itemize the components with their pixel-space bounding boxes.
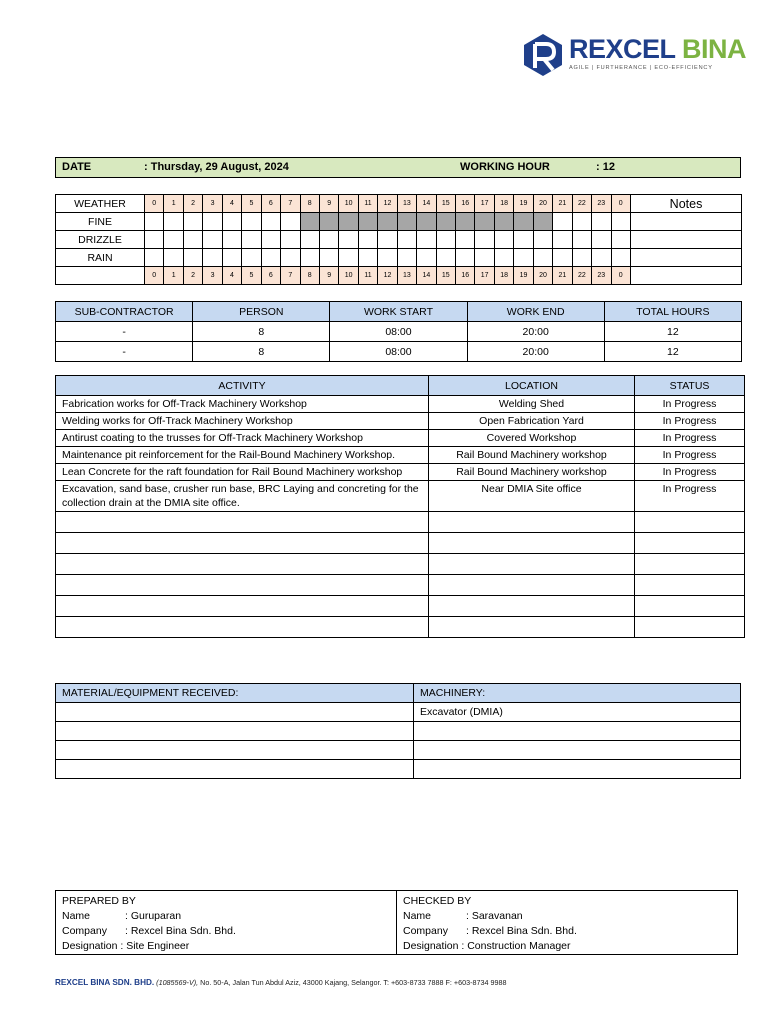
activity-table [55,375,745,638]
weather-cell [281,249,300,267]
hour-cell: 11 [358,195,377,213]
notes-cell [631,267,742,285]
prepared-name-label: Name [62,910,91,922]
empty-table-row [56,575,745,596]
weather-cell [300,249,319,267]
weather-cell [319,231,338,249]
weather-cell [222,231,241,249]
subcontractor-cell: 08:00 [330,342,467,362]
rexcel-logo-icon [520,32,566,78]
hour-cell: 19 [514,195,533,213]
empty-cell [429,596,635,617]
subcontractor-column-header: WORK END [467,302,604,322]
material-machinery-table [55,683,741,779]
machinery-cell [414,760,741,779]
weather-cell [397,213,416,231]
hour-cell: 18 [494,195,513,213]
weather-cell [456,231,475,249]
hour-cell: 0 [611,195,631,213]
weather-cell [145,231,164,249]
hour-cell: 16 [456,267,475,285]
subcontractor-cell: 20:00 [467,322,604,342]
weather-cell [358,249,377,267]
table-row [56,413,745,430]
subcontractor-cell: - [56,342,193,362]
location-cell: Rail Bound Machinery workshop [429,464,635,481]
weather-cell [261,249,280,267]
weather-cell [436,213,455,231]
weather-cell [145,213,164,231]
weather-cell [494,231,513,249]
empty-cell [429,533,635,554]
date-value: : Thursday, 29 August, 2024 [144,161,289,173]
activity-column-header: LOCATION [429,376,635,396]
hour-cell: 2 [183,195,202,213]
hour-cell: 21 [553,195,572,213]
weather-cell [475,249,494,267]
subcontractor-column-header: PERSON [193,302,330,322]
hour-cell: 23 [592,267,611,285]
subcontractor-cell: 08:00 [330,322,467,342]
weather-cell [456,249,475,267]
empty-cell [635,533,745,554]
empty-cell [635,617,745,638]
weather-cell [164,249,183,267]
weather-hours-footer-row [56,267,742,285]
weather-cell [378,249,397,267]
checked-name-label: Name [403,910,432,922]
weather-cell [611,249,631,267]
weather-cell [203,231,222,249]
weather-cell [533,213,552,231]
hour-cell: 15 [436,195,455,213]
hour-cell: 22 [572,195,591,213]
location-cell: Rail Bound Machinery workshop [429,447,635,464]
activity-cell: Antirust coating to the trusses for Off-Track Machinery Workshop [56,430,429,447]
weather-cell [514,213,533,231]
hour-cell: 9 [319,267,338,285]
empty-table-row [56,554,745,575]
hour-cell: 7 [281,195,300,213]
prepared-by-title: PREPARED BY [62,895,136,907]
empty-cell [56,512,429,533]
weather-cell [475,231,494,249]
weather-cell [553,213,572,231]
weather-cell [203,213,222,231]
weather-cell [494,213,513,231]
weather-cell [378,213,397,231]
table-row [56,722,741,741]
weather-row [56,249,742,267]
weather-cell [242,213,261,231]
weather-cell [572,213,591,231]
hour-cell: 20 [533,195,552,213]
activity-cell: Excavation, sand base, crusher run base, BRC Laying and concreting for the collection drain at the DMIA site office. [56,481,429,512]
footer-address: No. 50-A, Jalan Tun Abdul Aziz, 43000 Kajang, Selangor. T: +603-8733 7888 F: +603-8734 9988 [200,978,507,987]
date-label: DATE [62,161,92,173]
checked-company-label: Company [403,925,448,937]
hour-cell: 2 [183,267,202,285]
checked-name: : Saravanan [466,910,523,922]
empty-cell [635,512,745,533]
table-row [56,760,741,779]
weather-cell [397,249,416,267]
signoff-divider [396,891,397,954]
weather-cell [164,231,183,249]
hour-cell: 7 [281,267,300,285]
subcontractor-cell: 12 [604,342,741,362]
status-cell: In Progress [635,413,745,430]
subcontractor-table [55,301,742,362]
weather-cell [319,213,338,231]
weather-cell [358,231,377,249]
hour-cell: 13 [397,195,416,213]
empty-cell [429,617,635,638]
weather-row [56,231,742,249]
logo-brand-part2: BINA [682,34,747,64]
checked-designation-label: Designation [403,940,459,952]
subcontractor-cell: 8 [193,322,330,342]
hour-cell: 5 [242,267,261,285]
weather-cell [417,213,436,231]
table-row [56,464,745,481]
footer-registration: (1085569-V), [156,978,199,987]
weather-cell [475,213,494,231]
prepared-company-label: Company [62,925,107,937]
prepared-designation-label: Designation [62,940,118,952]
weather-cell [358,213,377,231]
weather-cell [300,213,319,231]
hour-cell: 19 [514,267,533,285]
hour-cell: 18 [494,267,513,285]
weather-cell [281,213,300,231]
hour-cell: 15 [436,267,455,285]
empty-cell [56,575,429,596]
weather-cell [145,249,164,267]
page-footer [55,978,506,987]
notes-label: Notes [631,195,742,213]
weather-cell [533,249,552,267]
subcontractor-column-header: TOTAL HOURS [604,302,741,322]
logo-tagline: AGILE | FURTHERANCE | ECO-EFFICIENCY [569,65,713,71]
machinery-cell: Excavator (DMIA) [414,703,741,722]
hour-cell: 3 [203,195,222,213]
hour-cell: 8 [300,195,319,213]
weather-grid [55,194,742,285]
weather-cell [456,213,475,231]
checked-company: : Rexcel Bina Sdn. Bhd. [466,925,577,937]
weather-cell [183,231,202,249]
hour-cell: 17 [475,267,494,285]
weather-cell [514,249,533,267]
weather-cell [261,231,280,249]
weather-cell [553,249,572,267]
weather-cell [339,249,358,267]
weather-cell [339,231,358,249]
material-cell [56,722,414,741]
weather-cell [397,231,416,249]
table-row [56,322,742,342]
hour-cell: 1 [164,195,183,213]
hour-cell: 6 [261,195,280,213]
notes-cell [631,231,742,249]
hour-cell: 0 [611,267,631,285]
table-row [56,741,741,760]
hour-cell: 23 [592,195,611,213]
weather-cell [222,213,241,231]
weather-cell [592,231,611,249]
material-cell [56,760,414,779]
hour-cell: 20 [533,267,552,285]
activity-cell: Fabrication works for Off-Track Machinery Workshop [56,396,429,413]
weather-cell [281,231,300,249]
weather-cell [203,249,222,267]
weather-cell [494,249,513,267]
hour-cell: 21 [553,267,572,285]
logo-brand-part1: REXCEL [569,34,676,64]
hour-cell: 8 [300,267,319,285]
weather-cell [553,231,572,249]
logo-brand-text [569,34,746,65]
hour-cell: 10 [339,267,358,285]
weather-cell [592,249,611,267]
weather-cell [611,213,631,231]
status-cell: In Progress [635,481,745,512]
weather-cell [222,249,241,267]
hour-cell: 12 [378,267,397,285]
weather-cell [417,231,436,249]
hour-cell: 4 [222,195,241,213]
hour-cell: 0 [145,267,164,285]
weather-condition-label: FINE [56,213,145,231]
empty-cell [635,554,745,575]
date-bar [55,157,741,178]
empty-cell [56,617,429,638]
activity-column-header: STATUS [635,376,745,396]
weather-condition-label: RAIN [56,249,145,267]
empty-cell [56,533,429,554]
status-cell: In Progress [635,396,745,413]
hour-cell: 5 [242,195,261,213]
material-cell [56,741,414,760]
empty-cell [635,575,745,596]
checked-designation: : Construction Manager [461,940,571,952]
weather-cell [242,249,261,267]
weather-cell [261,213,280,231]
location-cell: Covered Workshop [429,430,635,447]
empty-cell [429,575,635,596]
hour-cell: 13 [397,267,416,285]
weather-cell [533,231,552,249]
empty-table-row [56,617,745,638]
weather-cell [417,249,436,267]
weather-cell [514,231,533,249]
hour-cell: 22 [572,267,591,285]
subcontractor-column-header: WORK START [330,302,467,322]
location-cell: Welding Shed [429,396,635,413]
machinery-cell [414,741,741,760]
activity-cell: Lean Concrete for the raft foundation for Rail Bound Machinery workshop [56,464,429,481]
hour-cell: 16 [456,195,475,213]
empty-table-row [56,596,745,617]
weather-footer-blank [56,267,145,285]
signoff-box [55,890,738,955]
weather-cell [436,231,455,249]
empty-cell [429,512,635,533]
subcontractor-cell: - [56,322,193,342]
empty-cell [429,554,635,575]
weather-cell [572,249,591,267]
empty-cell [56,596,429,617]
subcontractor-cell: 8 [193,342,330,362]
weather-cell [319,249,338,267]
activity-column-header: ACTIVITY [56,376,429,396]
weather-cell [592,213,611,231]
status-cell: In Progress [635,447,745,464]
working-hour-label: WORKING HOUR [460,161,550,173]
table-row [56,481,745,512]
weather-cell [611,231,631,249]
table-row [56,703,741,722]
checked-by-title: CHECKED BY [403,895,472,907]
subcontractor-cell: 20:00 [467,342,604,362]
weather-cell [436,249,455,267]
prepared-company: : Rexcel Bina Sdn. Bhd. [125,925,236,937]
hour-cell: 3 [203,267,222,285]
machinery-cell [414,722,741,741]
hour-cell: 12 [378,195,397,213]
hour-cell: 17 [475,195,494,213]
activity-cell: Welding works for Off-Track Machinery Workshop [56,413,429,430]
weather-row [56,213,742,231]
weather-cell [183,213,202,231]
notes-cell [631,249,742,267]
table-row [56,342,742,362]
hour-cell: 14 [417,195,436,213]
location-cell: Near DMIA Site office [429,481,635,512]
table-row [56,447,745,464]
activity-cell: Maintenance pit reinforcement for the Rail-Bound Machinery Workshop. [56,447,429,464]
notes-cell [631,213,742,231]
weather-cell [572,231,591,249]
weather-condition-label: DRIZZLE [56,231,145,249]
empty-cell [56,554,429,575]
company-logo [520,30,747,84]
material-cell [56,703,414,722]
prepared-designation: : Site Engineer [120,940,190,952]
empty-cell [635,596,745,617]
footer-company: REXCEL BINA SDN. BHD. [55,978,155,987]
weather-hours-row [56,195,742,213]
hour-cell: 9 [319,195,338,213]
location-cell: Open Fabrication Yard [429,413,635,430]
material-header: MATERIAL/EQUIPMENT RECEIVED: [56,684,414,703]
weather-cell [242,231,261,249]
checked-by-block [403,894,577,954]
table-row [56,396,745,413]
hour-cell: 11 [358,267,377,285]
weather-cell [164,213,183,231]
prepared-name: : Guruparan [125,910,182,922]
working-hour-value: : 12 [596,161,615,173]
subcontractor-column-header: SUB-CONTRACTOR [56,302,193,322]
hour-cell: 14 [417,267,436,285]
subcontractor-cell: 12 [604,322,741,342]
weather-cell [183,249,202,267]
hour-cell: 6 [261,267,280,285]
empty-table-row [56,533,745,554]
weather-cell [300,231,319,249]
hour-cell: 4 [222,267,241,285]
empty-table-row [56,512,745,533]
prepared-by-block [62,894,236,954]
machinery-header: MACHINERY: [414,684,741,703]
hour-cell: 0 [145,195,164,213]
weather-header-label: WEATHER [56,195,145,213]
status-cell: In Progress [635,430,745,447]
table-row [56,430,745,447]
hour-cell: 10 [339,195,358,213]
hour-cell: 1 [164,267,183,285]
status-cell: In Progress [635,464,745,481]
weather-cell [378,231,397,249]
weather-cell [339,213,358,231]
